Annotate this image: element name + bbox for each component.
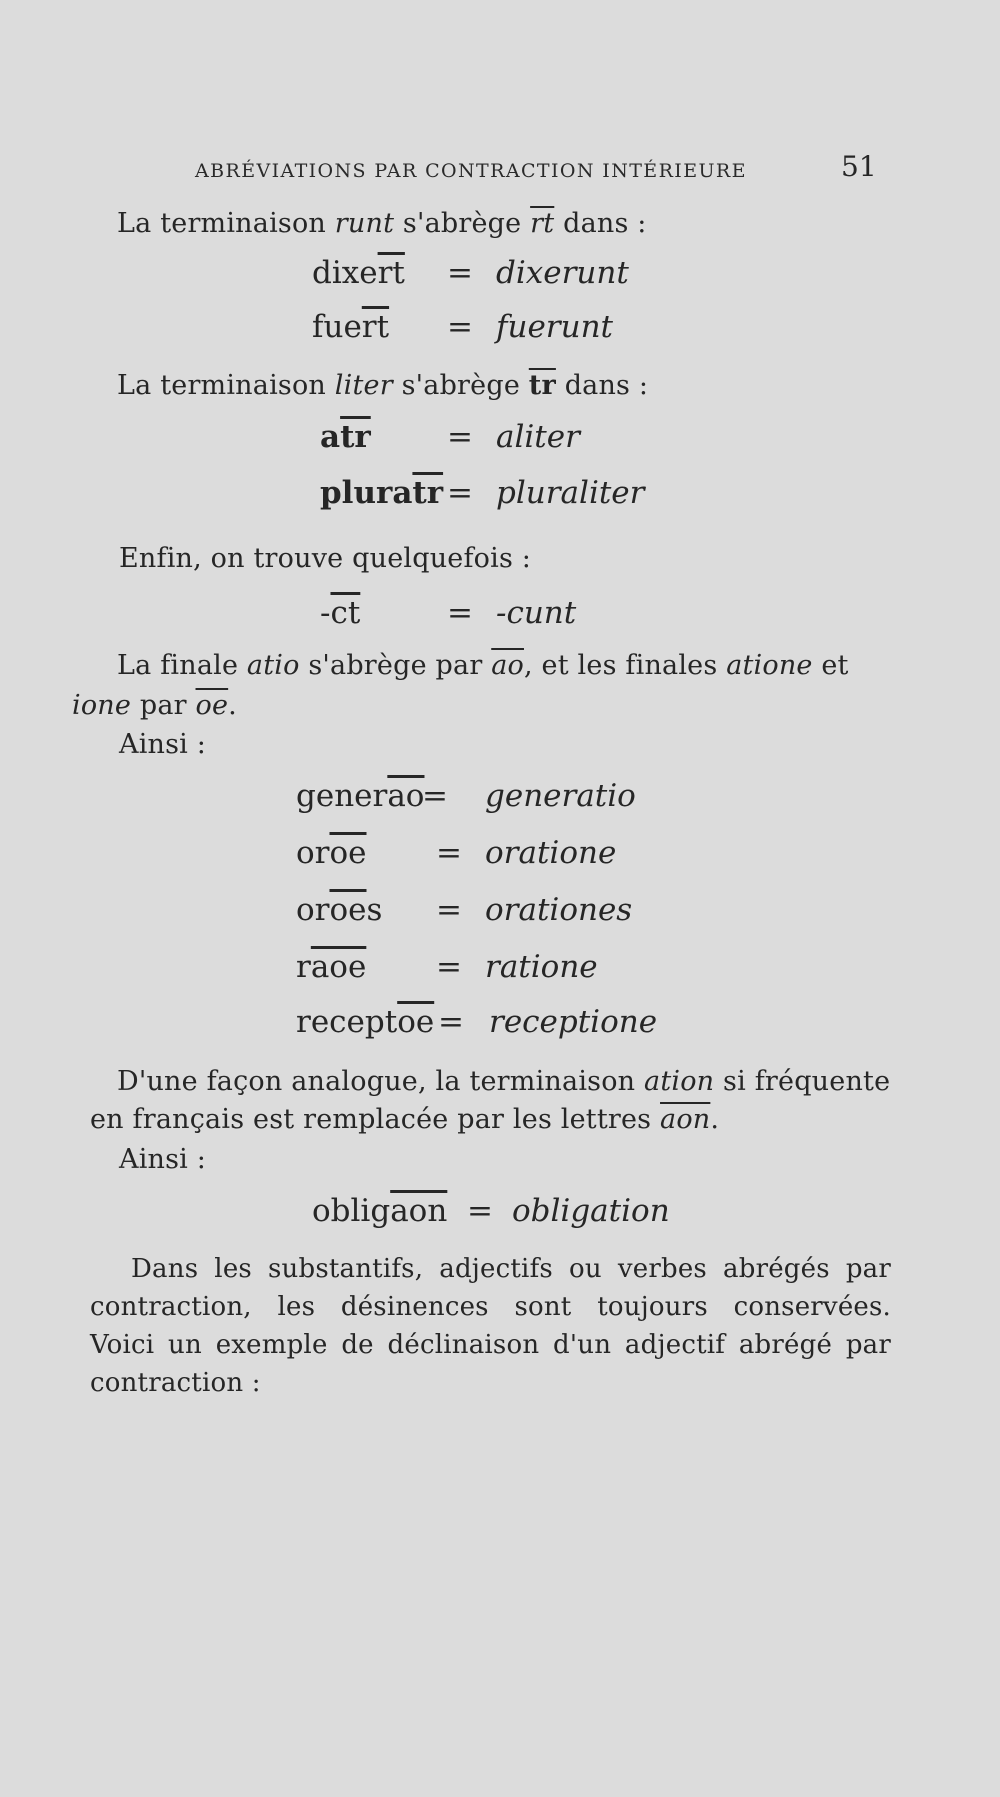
paragraph-line: contraction, les désinences sont toujours conservées. [90, 1292, 891, 1322]
paragraph-enfin: Enfin, on trouve quelquefois : [119, 543, 532, 574]
paragraph-atio-line2: ione par $\overline{oe}$. [72, 690, 237, 721]
paragraph-line: Dans les substantifs, adjectifs ou verbes abrégés par [131, 1254, 891, 1284]
abbr-rt: $\overline{rt}$ [530, 208, 555, 239]
abbr-aon: $\overline{aon}$ [660, 1104, 711, 1135]
equals-sign: = [467, 1193, 493, 1229]
expansion: -cunt [496, 595, 577, 631]
paragraph-line: Voici un exemple de déclinaison d'un adjectif abrégé par [90, 1330, 891, 1360]
expansion: oratione [485, 835, 617, 871]
equals-sign: = [436, 949, 462, 985]
equals-sign: = [447, 255, 473, 291]
text-segment: dans : [554, 208, 647, 239]
expansion: aliter [496, 419, 580, 455]
expansion: generatio [485, 778, 636, 814]
paragraph-liter [117, 372, 648, 399]
equals-sign: = [447, 309, 473, 345]
paragraph-line: contraction : [90, 1368, 261, 1398]
expansion: ratione [485, 949, 598, 985]
abbreviation: $dixe\overline{rt}$ [312, 255, 405, 291]
term-ation: ation [644, 1066, 715, 1097]
abbreviation: $or\overline{oe}$ [296, 835, 367, 871]
expansion: fuerunt [496, 309, 613, 345]
term-atione: atione [726, 650, 813, 681]
paragraph-atio-line1: La finale atio s'abrège par $\overline{ao}$, et les finales atione et [117, 650, 849, 681]
equals-sign: = [447, 595, 473, 631]
text-segment: s'abrège [392, 370, 529, 401]
abbreviation: $or\overline{oe}s$ [296, 892, 383, 928]
paragraph-ation-line1: D'une façon analogue, la terminaison ation si fréquente [117, 1066, 891, 1097]
expansion: orationes [485, 892, 633, 928]
text-segment: s'abrège [394, 208, 531, 239]
text-segment: dans : [555, 370, 649, 401]
text-segment: La terminaison [117, 370, 335, 401]
abbreviation: $r\overline{aoe}$ [296, 949, 367, 985]
abbreviation: $-\overline{ct}$ [320, 595, 361, 631]
abbr-oe: $\overline{oe}$ [195, 690, 229, 721]
expansion: receptione [489, 1004, 658, 1040]
equals-sign: = [436, 835, 462, 871]
paragraph-ation-line2: en français est remplacée par les lettres $\overline{aon}$. [90, 1104, 720, 1135]
expansion: dixerunt [496, 255, 629, 291]
term-liter: liter [334, 370, 393, 401]
abbreviation: $oblig\overline{aon}$ [312, 1193, 448, 1229]
abbreviation: $a\overline{tr}$ [320, 419, 371, 455]
term-ione: ione [72, 690, 132, 721]
ainsi-label: Ainsi : [119, 729, 207, 760]
paragraph-runt [117, 210, 647, 237]
equals-sign: = [447, 419, 473, 455]
equals-sign: = [438, 1004, 464, 1040]
equals-sign: = [447, 475, 473, 511]
equals-sign: = [436, 892, 462, 928]
abbreviation: $fue\overline{rt}$ [312, 309, 390, 345]
page-number: 51 [841, 150, 877, 183]
equals-sign: = [422, 778, 448, 814]
expansion: pluraliter [496, 475, 645, 511]
expansion: obligation [512, 1193, 670, 1229]
text-segment: La terminaison [117, 208, 335, 239]
ainsi-label: Ainsi : [119, 1144, 207, 1175]
abbreviation: $gener\overline{ao}$ [296, 778, 425, 814]
term-runt: runt [334, 208, 395, 239]
abbr-ao: $\overline{ao}$ [491, 650, 524, 681]
term-atio: atio [246, 650, 300, 681]
abbreviation: $plura\overline{tr}$ [320, 475, 444, 511]
abbr-tr: $\overline{tr}$ [528, 370, 556, 401]
abbreviation: $recept\overline{oe}$ [296, 1004, 435, 1040]
running-header: ABRÉVIATIONS PAR CONTRACTION INTÉRIEURE [195, 160, 747, 182]
